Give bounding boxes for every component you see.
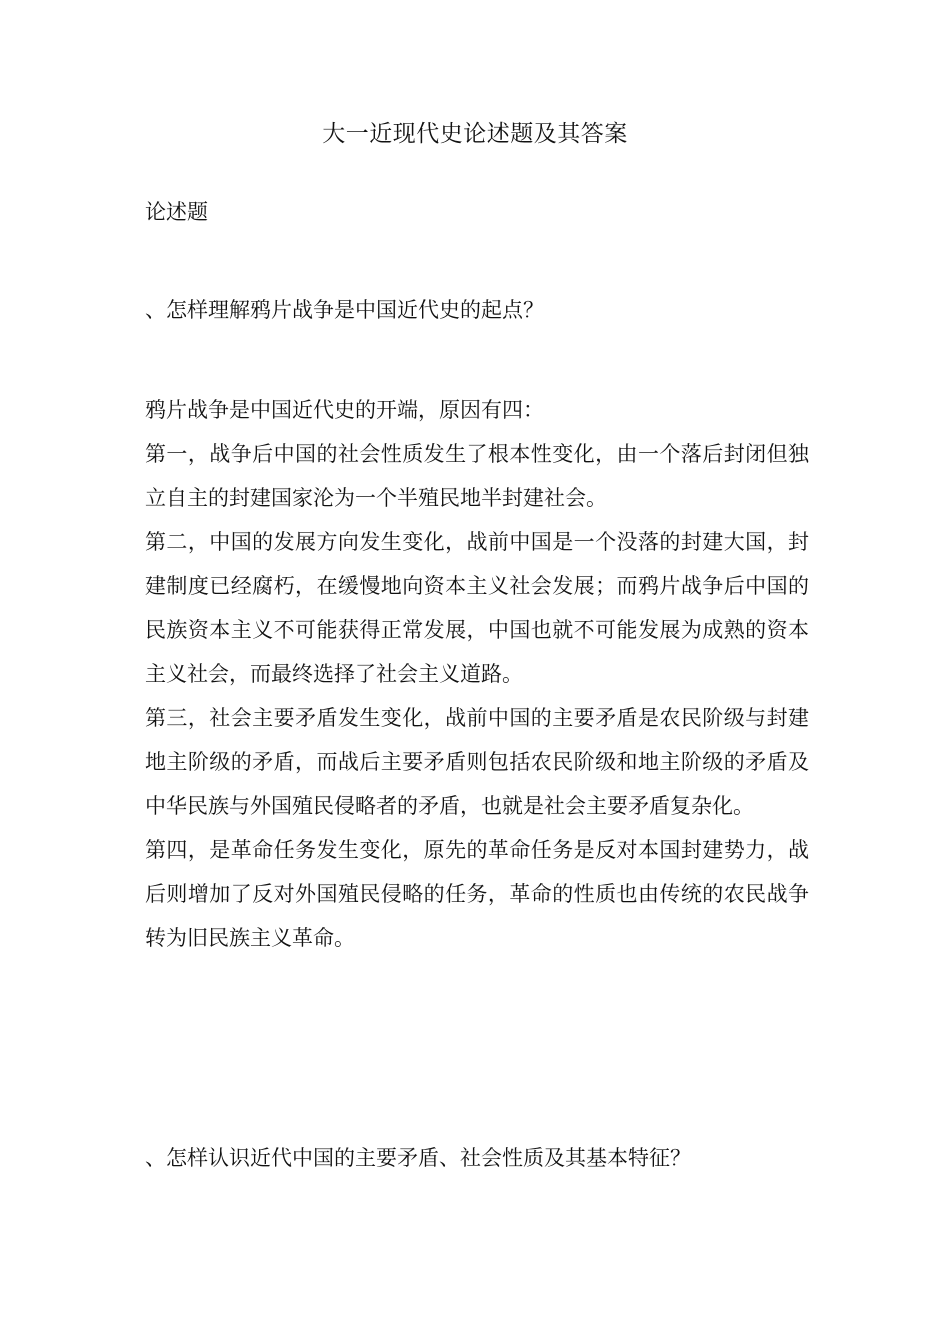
question-2-prompt: 、怎样认识近代中国的主要矛盾、社会性质及其基本特征？ <box>145 1146 691 1170</box>
answer-paragraph: 第三，社会主要矛盾发生变化，战前中国的主要矛盾是农民阶级与封建地主阶级的矛盾，而战后主要矛盾则包括农民阶级和地主阶级的矛盾及中华民族与外国殖民侵略者的矛盾，也就是社会主要矛盾复杂化。 <box>145 706 809 818</box>
answer-paragraph: 第一，战争后中国的社会性质发生了根本性变化，由一个落后封闭但独立自主的封建国家沦为一个半殖民地半封建社会。 <box>145 442 809 510</box>
document-title: 大一近现代史论述题及其答案 <box>322 121 628 147</box>
answer-paragraph: 第二，中国的发展方向发生变化，战前中国是一个没落的封建大国，封建制度已经腐朽，在缓慢地向资本主义社会发展；而鸦片战争后中国的民族资本主义不可能获得正常发展，中国也就不可能发展为成熟的资本主义社会，而最终选择了社会主义道路。 <box>145 530 809 686</box>
question-1-prompt: 、怎样理解鸦片战争是中国近代史的起点？ <box>145 298 544 322</box>
answer-paragraph: 第四，是革命任务发生变化，原先的革命任务是反对本国封建势力，战后则增加了反对外国殖民侵略的任务，革命的性质也由传统的农民战争转为旧民族主义革命。 <box>145 838 809 950</box>
answer-paragraph: 鸦片战争是中国近代史的开端，原因有四： <box>145 398 544 422</box>
section-label: 论述题 <box>145 200 208 224</box>
question-1-answer <box>145 388 809 960</box>
